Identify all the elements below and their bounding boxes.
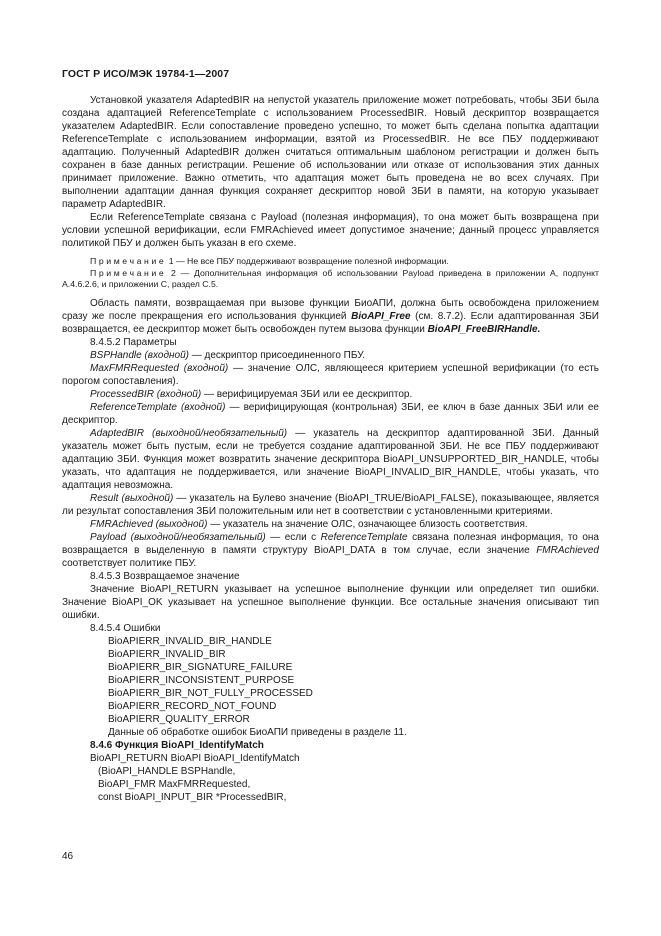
paragraph-memory xyxy=(62,297,599,336)
error-list xyxy=(62,635,599,726)
page-number: 46 xyxy=(62,851,74,862)
param-payload-rt: ReferenceTemplate xyxy=(320,531,408,543)
note-1-text: 1 — Не все ПБУ поддерживают возвращение полезной информации. xyxy=(166,256,449,266)
param-processedbir-desc: — верифицируемая ЗБИ или ее дескриптор. xyxy=(201,388,413,400)
note-1-label: Примечание xyxy=(90,256,167,266)
param-payload-desc-b: связана полезная информация, то она возвращается в выделенную в памяти структуру BioAPI_DATA в том случае, если значение xyxy=(62,531,599,556)
param-fmrachieved-name: FMRAchieved (выходной) xyxy=(90,518,208,530)
code-signature xyxy=(62,752,599,804)
error-item: BioAPIERR_RECORD_NOT_FOUND xyxy=(108,700,277,712)
param-maxfmrrequested-name: MaxFMRRequested (входной) xyxy=(90,362,229,374)
param-processedbir-name: ProcessedBIR (входной) xyxy=(90,388,202,400)
section-heading-return: 8.4.5.3 Возвращаемое значение xyxy=(90,570,240,582)
param-referencetemplate-desc: — верифицирующая (контрольная) ЗБИ, ее ключ в базе данных ЗБИ или ее дескриптор. xyxy=(62,401,599,426)
param-bsphandle xyxy=(62,349,599,362)
section-heading-parameters: 8.4.5.2 Параметры xyxy=(90,336,177,348)
param-bsphandle-desc: — дескриптор присоединенного ПБУ. xyxy=(188,349,366,361)
param-adaptedbir-desc: — указатель на дескриптор адаптированной ЗБИ. Данный указатель может быть пустым, если не требуется создание адаптированной ЗБИ. Не все ПБУ поддерживают адаптацию ЗБИ. Функция может возвратить значение дескриптора BioAPI_UNSUPPORTED_BIR_HANDLE, чтобы указать, что адаптация не поддерживается, или значение BioAPI_INVALID_BIR_HANDLE, чтобы указать, что адаптация невозможна. xyxy=(62,427,599,491)
code-line: (BioAPI_HANDLE BSPHandle, xyxy=(98,765,236,777)
code-line: BioAPI_FMR MaxFMRRequested, xyxy=(98,778,251,790)
param-fmrachieved-desc: — указатель на значение ОЛС, означающее близость соответствия. xyxy=(207,518,528,530)
document-header: ГОСТ Р ИСО/МЭК 19784-1—2007 xyxy=(62,68,230,80)
function-ref-freebirhandle: BioAPI_FreeBIRHandle. xyxy=(427,323,541,335)
param-payload-name: Payload (выходной/необязательный) xyxy=(90,531,266,543)
paragraph-adaptation: Установкой указателя AdaptedBIR на непустой указатель приложение может потребовать, чтобы ЗБИ была создана адаптацией ReferenceTemplate с использованием ProcessedBIR. Новый дескриптор возвращается указателем AdaptedBIR. Если сопоставление проведено успешно, то может быть сделана попытка адаптации ReferenceTemplate с использованием информации, взятой из ProcessedBIR. Не все ПБУ поддерживают адаптацию. Полученный AdaptedBIR должен считаться оптимальным шаблоном регистрации и должен быть сохранен в базе данных регистрации. Решение об использовании или отказе от использования этих данных принимает приложение. Важно отметить, что адаптация может быть проведена не во всех случаях. При выполнении адаптации данная функция сохраняет дескриптор новой ЗБИ в памяти, на которую указывает параметр AdaptedBIR. xyxy=(62,95,599,210)
param-payload-fmra: FMRAchieved xyxy=(536,544,599,556)
paragraph-memory-text-b: (см. 8.7.2). Если адаптированная ЗБИ возвращается, ее дескриптор может быть освобожден путем вызова функции xyxy=(62,310,599,335)
error-item: BioAPIERR_QUALITY_ERROR xyxy=(108,713,250,725)
code-line: const BioAPI_INPUT_BIR *ProcessedBIR, xyxy=(98,791,287,803)
paragraph-memory-text-a: Область памяти, возвращаемая при вызове функции БиоАПИ, должна быть освобождена приложением сразу же после прекращения его использования функцией xyxy=(62,297,599,322)
error-item: BioAPIERR_BIR_SIGNATURE_FAILURE xyxy=(108,661,293,673)
param-processedbir xyxy=(62,388,599,401)
error-item: BioAPIERR_INVALID_BIR_HANDLE xyxy=(108,635,272,647)
paragraph-return-value: Значение BioAPI_RETURN указывает на успешное выполнение функции или определяет тип ошибки. Значение BioAPI_OK указывает на успешное выполнение функции. Все остальные значения описывают тип ошибки. xyxy=(62,583,599,621)
section-heading-identifymatch: 8.4.6 Функция BioAPI_IdentifyMatch xyxy=(90,739,264,751)
param-result xyxy=(62,492,599,518)
error-handling-note: Данные об обработке ошибок БиоАПИ приведены в разделе 11. xyxy=(108,726,407,738)
error-item: BioAPIERR_INCONSISTENT_PURPOSE xyxy=(108,674,295,686)
param-payload-desc-c: соответствует политике ПБУ. xyxy=(62,557,197,569)
param-result-desc: — указатель на Булево значение (BioAPI_TRUE/BioAPI_FALSE), показывающее, является ли результат сопоставления ЗБИ положительным или нет в соответствии с установленными критериями. xyxy=(62,492,599,517)
param-payload xyxy=(62,531,599,570)
note-2-text: 2 — Дополнительная информация об использовании Payload приведена в приложении А, подпункт А.4.6.2.6, и приложении С, раздел С.5. xyxy=(62,267,599,289)
error-item: BioAPIERR_INVALID_BIR xyxy=(108,648,226,660)
param-referencetemplate xyxy=(62,401,599,427)
param-referencetemplate-name: ReferenceTemplate (входной) xyxy=(90,401,226,413)
param-maxfmrrequested-desc: — значение ОЛС, являющееся критерием успешной верификации (то есть порогом сопоставления). xyxy=(62,362,599,387)
function-ref-free: BioAPI_Free xyxy=(351,310,411,322)
note-2-label: Примечание xyxy=(90,267,167,278)
error-item: BioAPIERR_BIR_NOT_FULLY_PROCESSED xyxy=(108,687,313,699)
document-body xyxy=(62,94,599,804)
param-bsphandle-name: BSPHandle (входной) xyxy=(90,349,189,361)
param-adaptedbir-name: AdaptedBIR (выходной/необязательный) xyxy=(90,427,288,439)
param-payload-desc-a: — если с xyxy=(265,531,321,543)
code-line: BioAPI_RETURN BioAPI BioAPI_IdentifyMatch xyxy=(90,752,300,764)
param-result-name: Result (выходной) xyxy=(90,492,174,504)
paragraph-payload: Если ReferenceTemplate связана с Payload (полезная информация), то она может быть возвращена при условии успешной верификации, если FMRAchieved имеет допустимое значение; данный процесс управляется политикой ПБУ и должен быть указан в его схеме. xyxy=(62,212,599,249)
param-adaptedbir xyxy=(62,427,599,492)
note-2 xyxy=(62,268,599,291)
note-1 xyxy=(62,256,599,268)
section-heading-errors: 8.4.5.4 Ошибки xyxy=(90,622,161,634)
param-fmrachieved xyxy=(62,518,599,531)
param-maxfmrrequested xyxy=(62,362,599,388)
